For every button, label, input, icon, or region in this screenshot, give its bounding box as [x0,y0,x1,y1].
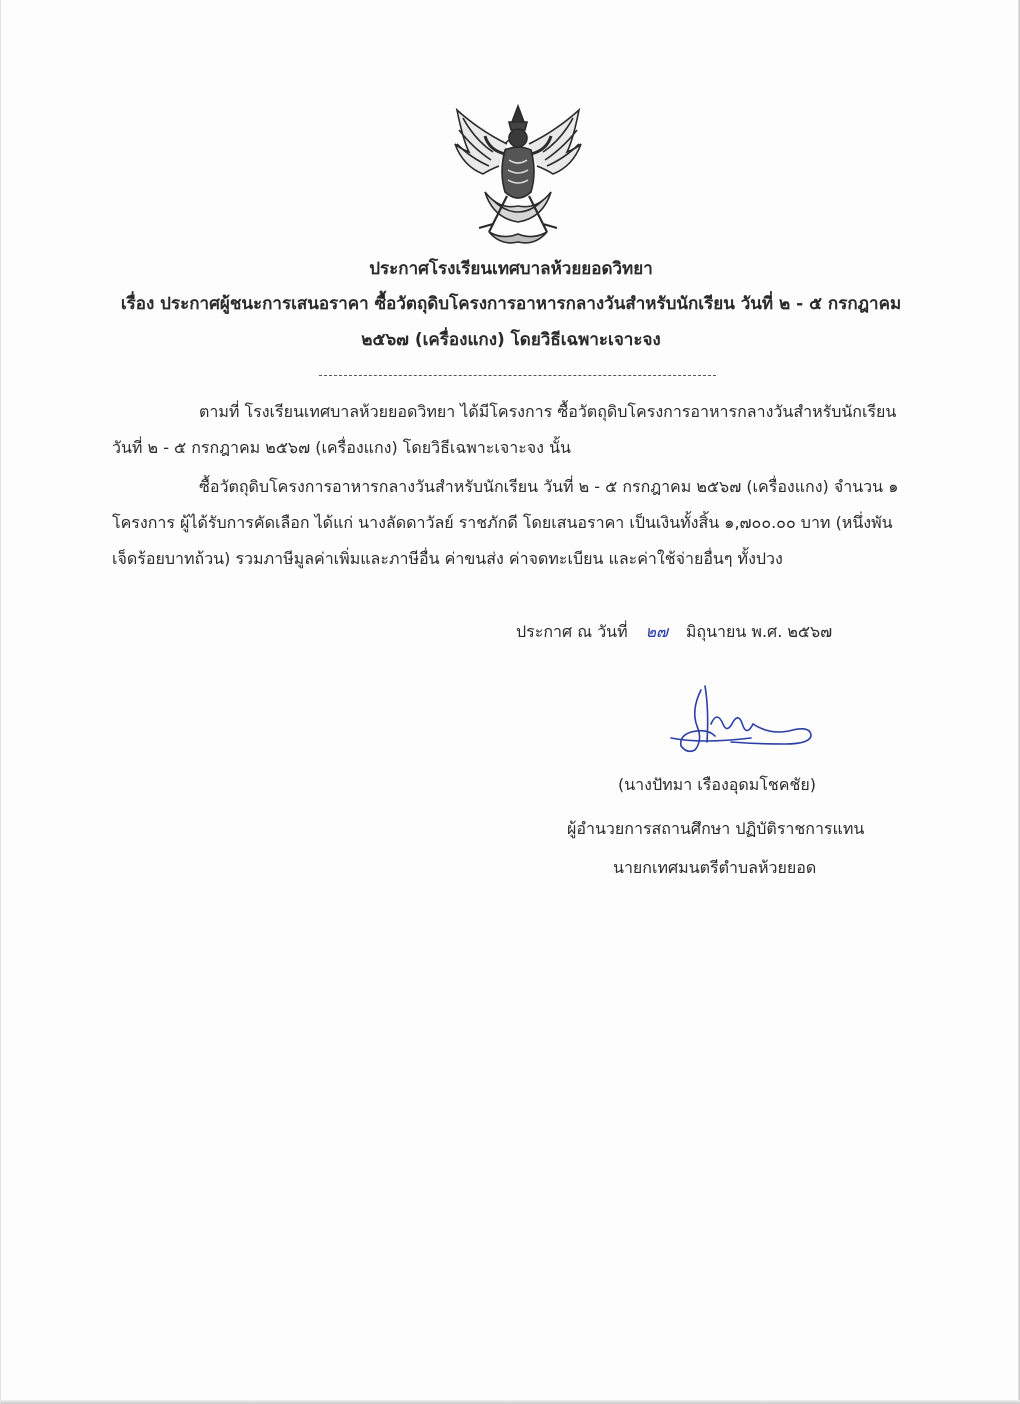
paragraph-2-line-3: เจ็ดร้อยบาทถ้วน) รวมภาษีมูลค่าเพิ่มและภาษีอื่น ค่าขนส่ง ค่าจดทะเบียน และค่าใช้จ่ายอื่นๆ ทั้งปวง [112,549,783,568]
subject-line-2: ๒๕๖๗ (เครื่องแกง) โดยวิธีเฉพาะเจาะจง [361,330,661,350]
paragraph-1-line-1: ตามที่ โรงเรียนเทศบาลห้วยยอดวิทยา ได้มีโครงการ ซื้อวัตถุดิบโครงการอาหารกลางวันสำหรับนักเรียน [199,402,897,421]
handwritten-day: ๒๗ [645,622,669,641]
title-divider [319,375,716,376]
signatory-position-2: นายกเทศมนตรีตำบลห้วยยอด [613,858,817,877]
subject-line-1: เรื่อง ประกาศผู้ชนะการเสนอราคา ซื้อวัตถุดิบโครงการอาหารกลางวันสำหรับนักเรียน วันที่ ๒ - ๕ กรกฎาคม [120,294,902,314]
paragraph-1-line-2: วันที่ ๒ - ๕ กรกฎาคม ๒๕๖๗ (เครื่องแกง) โดยวิธีเฉพาะเจาะจง นั้น [112,438,571,457]
signatory-position-1: ผู้อำนวยการสถานศึกษา ปฏิบัติราชการแทน [567,819,865,838]
announcement-title: ประกาศโรงเรียนเทศบาลห้วยยอดวิทยา [369,259,653,279]
announcement-date-prefix: ประกาศ ณ วันที่ [516,622,628,641]
scan-bottom-edge [1,1400,1020,1404]
garuda-emblem-icon [449,100,587,248]
signature-mark [661,680,821,760]
announcement-date [516,620,832,645]
paragraph-2-line-1: ซื้อวัตถุดิบโครงการอาหารกลางวันสำหรับนักเรียน วันที่ ๒ - ๕ กรกฎาคม ๒๕๖๗ (เครื่องแกง) จำนวน ๑ [199,477,899,496]
announcement-month-year: มิถุนายน พ.ศ. ๒๕๖๗ [685,622,833,641]
signatory-name: (นางปัทมา เรืองอุดมโชคชัย) [618,775,816,794]
paragraph-2-line-2: โครงการ ผู้ได้รับการคัดเลือก ได้แก่ นางลัดดาวัลย์ ราชภักดี โดยเสนอราคา เป็นเงินทั้งสิ้น ๑,๗๐๐.๐๐ บาท (หนึ่งพัน [112,513,893,532]
